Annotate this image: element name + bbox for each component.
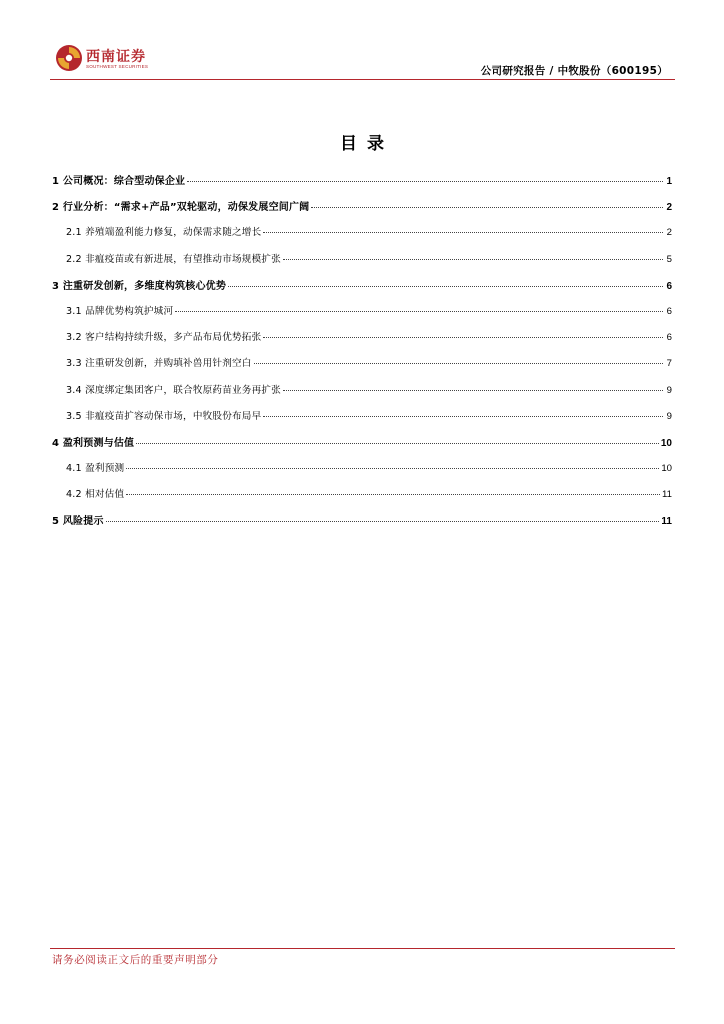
- toc-dot-leader: [311, 207, 663, 208]
- toc-entry-page: 11: [662, 489, 672, 501]
- page-header: [0, 0, 724, 82]
- toc-entry-page: 6: [666, 332, 672, 344]
- toc-entry[interactable]: [52, 198, 672, 224]
- southwest-securities-logo-icon: [55, 44, 83, 72]
- footer-divider: [50, 948, 675, 949]
- toc-entry-page: 11: [661, 516, 672, 528]
- toc-entry-page: 9: [666, 410, 672, 422]
- table-of-contents: [52, 172, 672, 539]
- toc-entry[interactable]: [52, 486, 672, 512]
- toc-dot-leader: [263, 232, 663, 233]
- toc-entry[interactable]: [52, 277, 672, 303]
- toc-dot-leader: [263, 416, 663, 417]
- toc-dot-leader: [283, 390, 663, 391]
- toc-entry-page: 2: [666, 227, 672, 239]
- footer-disclaimer: 请务必阅读正文后的重要声明部分: [52, 954, 219, 966]
- toc-entry-page: 1: [666, 176, 672, 187]
- toc-entry-title: 2.1 养殖端盈利能力修复，动保需求随之增长: [66, 227, 262, 239]
- toc-entry-title: 2 行业分析：“需求+产品”双轮驱动，动保发展空间广阔: [52, 202, 310, 214]
- toc-entry-title: 3.2 客户结构持续升级，多产品布局优势拓张: [66, 332, 262, 344]
- company-logo: [55, 44, 175, 74]
- header-divider: [50, 79, 675, 80]
- toc-entry-page: 9: [666, 384, 672, 396]
- toc-entry-title: 5 风险提示: [52, 516, 104, 528]
- toc-entry[interactable]: [52, 224, 672, 250]
- logo-chinese-name: 西南证券: [86, 49, 146, 65]
- toc-entry[interactable]: [52, 382, 672, 408]
- report-label: 公司研究报告 / 中牧股份（600195）: [480, 65, 668, 77]
- toc-dot-leader: [136, 443, 659, 444]
- toc-dot-leader: [263, 337, 663, 338]
- toc-entry-page: 2: [666, 202, 672, 214]
- toc-entry-page: 5: [666, 253, 672, 265]
- toc-entry[interactable]: [52, 434, 672, 460]
- toc-entry[interactable]: [52, 408, 672, 434]
- toc-entry-page: 7: [666, 358, 672, 370]
- toc-dot-leader: [126, 468, 659, 469]
- toc-entry-title: 1 公司概况：综合型动保企业: [52, 176, 186, 187]
- toc-entry-title: 2.2 非瘟疫苗或有新进展，有望推动市场规模扩张: [66, 253, 281, 265]
- toc-entry[interactable]: [52, 172, 672, 198]
- toc-dot-leader: [283, 259, 663, 260]
- toc-entry-title: 3.4 深度绑定集团客户，联合牧原药苗业务再扩张: [66, 384, 281, 396]
- toc-entry-title: 3.5 非瘟疫苗扩容动保市场，中牧股份布局早: [66, 410, 262, 422]
- toc-dot-leader: [187, 181, 663, 182]
- toc-entry-page: 6: [666, 305, 672, 317]
- toc-entry[interactable]: [52, 355, 672, 381]
- toc-entry-title: 3.1 品牌优势构筑护城河: [66, 305, 174, 317]
- toc-title: 目录: [340, 134, 394, 154]
- toc-entry-title: 4 盈利预测与估值: [52, 437, 135, 449]
- toc-dot-leader: [126, 494, 660, 495]
- toc-entry-title: 4.2 相对估值: [66, 489, 125, 501]
- toc-dot-leader: [254, 363, 663, 364]
- toc-entry-page: 6: [666, 280, 672, 292]
- toc-entry-title: 3 注重研发创新，多维度构筑核心优势: [52, 280, 227, 292]
- toc-dot-leader: [228, 286, 663, 287]
- toc-entry[interactable]: [52, 512, 672, 538]
- toc-entry-title: 4.1 盈利预测: [66, 463, 125, 475]
- logo-english-name: SOUTHWEST SECURITIES: [86, 64, 149, 69]
- toc-dot-leader: [106, 521, 660, 522]
- toc-entry[interactable]: [52, 460, 672, 486]
- toc-entry-page: 10: [660, 437, 672, 449]
- toc-entry[interactable]: [52, 303, 672, 329]
- toc-entry-title: 3.3 注重研发创新，并购填补兽用针剂空白: [66, 358, 252, 370]
- toc-entry[interactable]: [52, 251, 672, 277]
- toc-entry[interactable]: [52, 329, 672, 355]
- toc-dot-leader: [175, 311, 663, 312]
- toc-entry-page: 10: [661, 463, 672, 475]
